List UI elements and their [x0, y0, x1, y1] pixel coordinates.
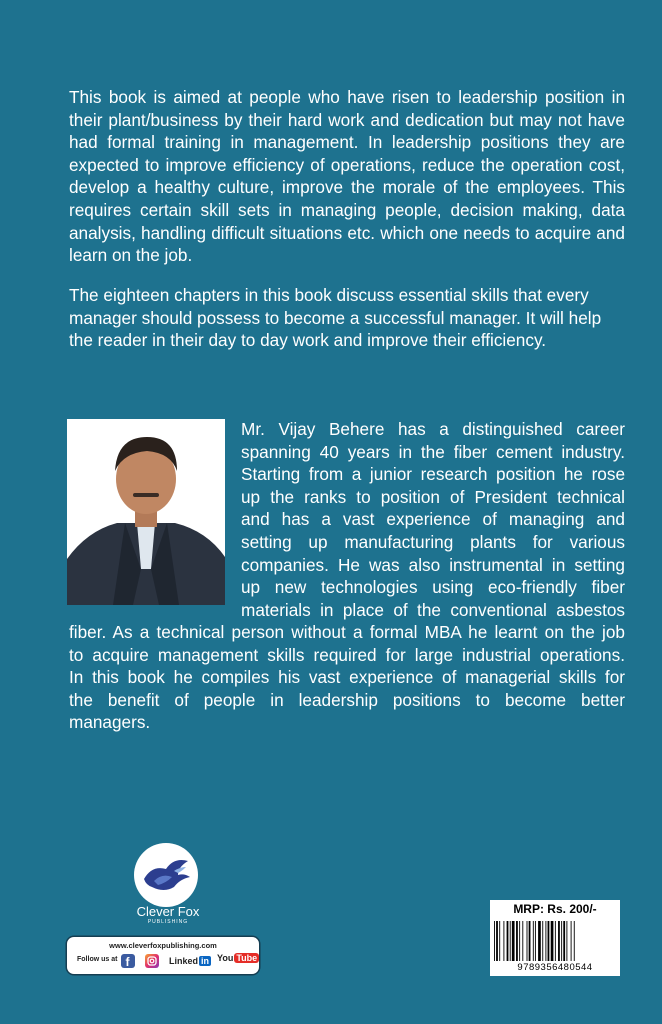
- barcode-bar: [535, 921, 536, 961]
- author-bio-line: up new technologies using eco-friendly fiber: [241, 577, 625, 598]
- author-bio-line: the benefit of people in leadership positions to become better: [69, 689, 625, 710]
- author-bio-line: spanning 40 years in the fiber cement industry.: [241, 441, 625, 462]
- barcode-bar: [533, 921, 534, 961]
- barcode-bar: [507, 921, 509, 961]
- barcode-label: [490, 900, 620, 976]
- barcode-bar: [561, 921, 562, 961]
- blurb-paragraph-1: This book is aimed at people who have risen to leadership position in their plant/business by their hard work and dedication but may not have had formal training in management. In leadership positions they are expected to improve efficiency of operations, reduce the operation cost, develop a healthy culture, improve the morale of the employees. This requires certain skill sets in managing people, decision making, data analysis, handling difficult situations etc. which one needs to acquire and learn on the job.: [69, 87, 625, 266]
- youtube-badge: Tube: [236, 953, 258, 963]
- author-photo: [67, 419, 225, 605]
- blurb-paragraph-2: The eighteen chapters in this book discuss essential skills that every manager should possess to become a successful manager. It will help the reader in their day to day work and improve their efficiency.: [69, 285, 602, 351]
- author-bio-line: fiber. As a technical person without a formal MBA he learnt on the job: [69, 622, 625, 642]
- linkedin-label: Linked: [169, 956, 199, 966]
- author-bio-line: Starting from a junior research position he rose: [241, 464, 625, 485]
- author-bio-full-width: [69, 621, 625, 734]
- barcode-bar: [542, 921, 543, 961]
- barcode-bar: [538, 921, 541, 961]
- linkedin-badge: in: [201, 956, 210, 966]
- author-bio-line: materials in place of the conventional asbestos: [241, 599, 625, 620]
- barcode-bar: [510, 921, 511, 961]
- barcode-bar: [516, 921, 518, 961]
- barcode-bar: [529, 921, 531, 961]
- barcode-bar: [503, 921, 504, 961]
- svg-text:f: f: [125, 955, 130, 968]
- author-bio-wrapped: [241, 418, 625, 621]
- website-link[interactable]: www.cleverfoxpublishing.com: [109, 941, 217, 950]
- barcode-bar: [566, 921, 567, 961]
- author-bio-line: managers.: [69, 712, 151, 733]
- author-bio-line: companies. He was also instrumental in setting: [241, 554, 625, 575]
- price-label: MRP: Rs. 200/-: [513, 902, 597, 916]
- isbn-number: 9789356480544: [517, 962, 593, 973]
- barcode-bar: [548, 921, 550, 961]
- barcode-bar: [545, 921, 546, 961]
- barcode-bar: [499, 921, 500, 961]
- barcode-bar: [558, 921, 560, 961]
- instagram-icon[interactable]: [145, 954, 159, 968]
- author-bio-line: setting up manufacturing plants for various: [241, 531, 625, 552]
- barcode-bar: [555, 921, 556, 961]
- youtube-icon[interactable]: [217, 953, 259, 967]
- barcode-bar: [512, 921, 515, 961]
- barcode-bar: [494, 921, 495, 961]
- follow-label: Follow us at: [77, 956, 118, 963]
- barcode-bar: [496, 921, 498, 961]
- author-bio-line: Mr. Vijay Behere has a distinguished career: [241, 419, 625, 439]
- barcode-icon: [494, 921, 616, 961]
- author-bio-line: to acquire management skills required for large industrial operations.: [69, 644, 625, 665]
- barcode-bar: [551, 921, 554, 961]
- barcode-bar: [519, 921, 520, 961]
- publisher-name: Clever Fox: [136, 904, 200, 919]
- barcode-bar: [527, 921, 528, 961]
- fox-logo-icon: [134, 843, 198, 907]
- barcode-bar: [571, 921, 572, 961]
- facebook-icon[interactable]: [121, 954, 135, 968]
- author-portrait-illustration: [67, 419, 225, 605]
- publisher-tagline: PUBLISHING: [147, 919, 189, 925]
- barcode-bar: [574, 921, 575, 961]
- linkedin-icon[interactable]: [169, 956, 211, 970]
- barcode-bar: [522, 921, 523, 961]
- publisher-logo: [128, 843, 208, 933]
- author-bio-line: and has a vast experience of managing and: [241, 509, 625, 530]
- social-links-panel: [67, 937, 259, 974]
- barcode-bar: [563, 921, 565, 961]
- youtube-label: You: [217, 953, 234, 963]
- author-bio-line: In this book he compiles his vast experience of managerial skills for: [69, 667, 625, 688]
- author-bio-line: up the ranks to position of President technical: [241, 486, 625, 507]
